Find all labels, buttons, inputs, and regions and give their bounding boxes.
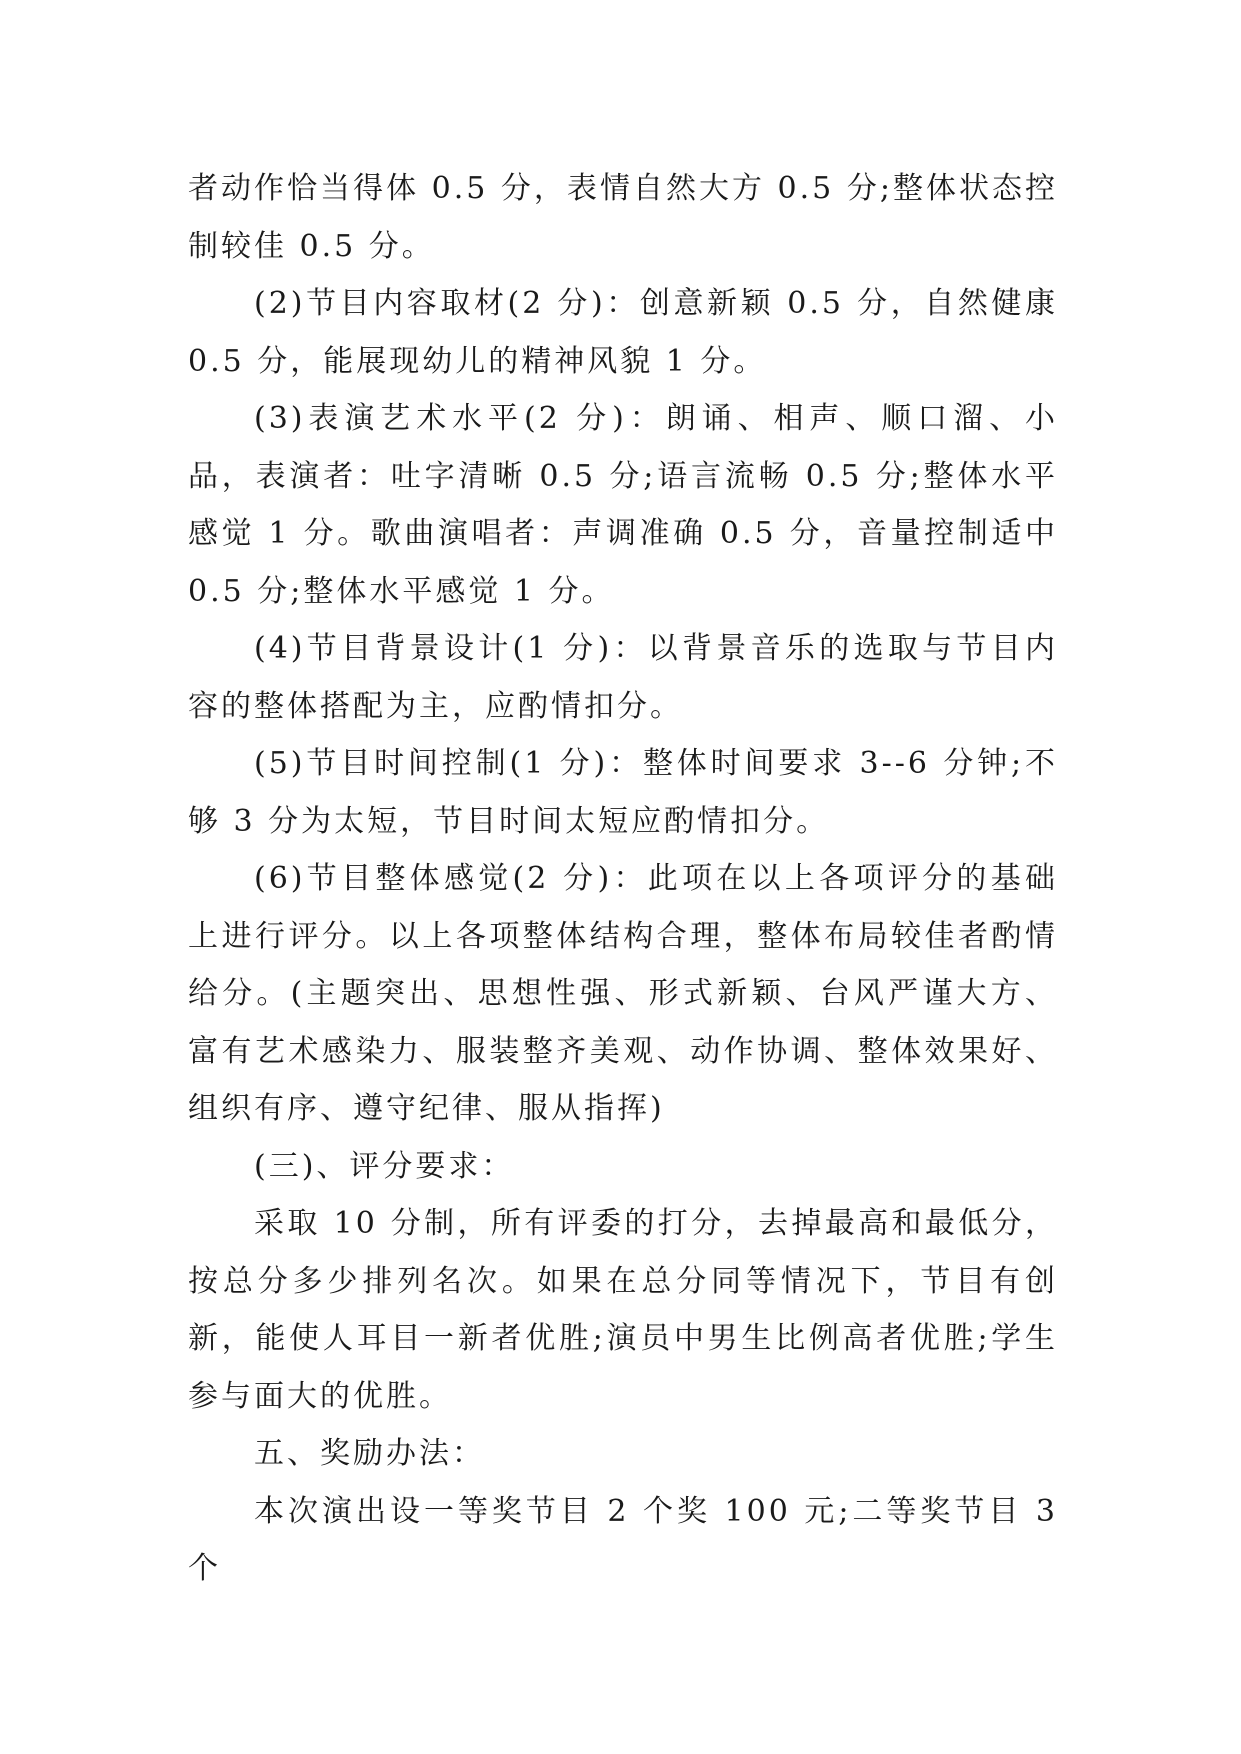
section-heading-awards: 五、奖励办法： bbox=[254, 1436, 485, 1471]
paragraph-item-5: (5)节目时间控制(1 分)：整体时间要求 3--6 分钟;不够 3 分为太短，节目时间太短应酌情扣分。 bbox=[188, 746, 1058, 839]
paragraph-continuation: 者动作恰当得体 0.5 分，表情自然大方 0.5 分;整体状态控制较佳 0.5 分。 bbox=[188, 171, 1058, 264]
paragraph-item-3: (3)表演艺术水平(2 分)：朗诵、相声、顺口溜、小品，表演者：吐字清晰 0.5 分;语言流畅 0.5 分;整体水平感觉 1 分。歌曲演唱者：声调准确 0.5 分，音量控制适中 0.5 分;整体水平感觉 1 分。 bbox=[188, 401, 1058, 609]
paragraph-item-4: (4)节目背景设计(1 分)：以背景音乐的选取与节目内容的整体搭配为主，应酌情扣分。 bbox=[188, 631, 1058, 724]
paragraph-item-6: (6)节目整体感觉(2 分)：此项在以上各项评分的基础上进行评分。以上各项整体结构合理，整体布局较佳者酌情给分。(主题突出、思想性强、形式新颖、台风严谨大方、富有艺术感染力、服装整齐美观、动作协调、整体效果好、组织有序、遵守纪律、服从指挥) bbox=[188, 861, 1058, 1126]
paragraph-item-2: (2)节目内容取材(2 分)：创意新颖 0.5 分，自然健康 0.5 分，能展现幼儿的精神风貌 1 分。 bbox=[188, 286, 1058, 379]
section-heading-scoring-requirements: (三)、评分要求： bbox=[254, 1148, 515, 1184]
document-body bbox=[188, 160, 1058, 1598]
paragraph-awards: 本次演出设一等奖节目 2 个奖 100 元;二等奖节目 3 个 bbox=[188, 1493, 1058, 1586]
paragraph-scoring-method: 采取 10 分制，所有评委的打分，去掉最高和最低分，按总分多少排列名次。如果在总分同等情况下，节目有创新，能使人耳目一新者优胜;演员中男生比例高者优胜;学生参与面大的优胜。 bbox=[188, 1206, 1058, 1414]
